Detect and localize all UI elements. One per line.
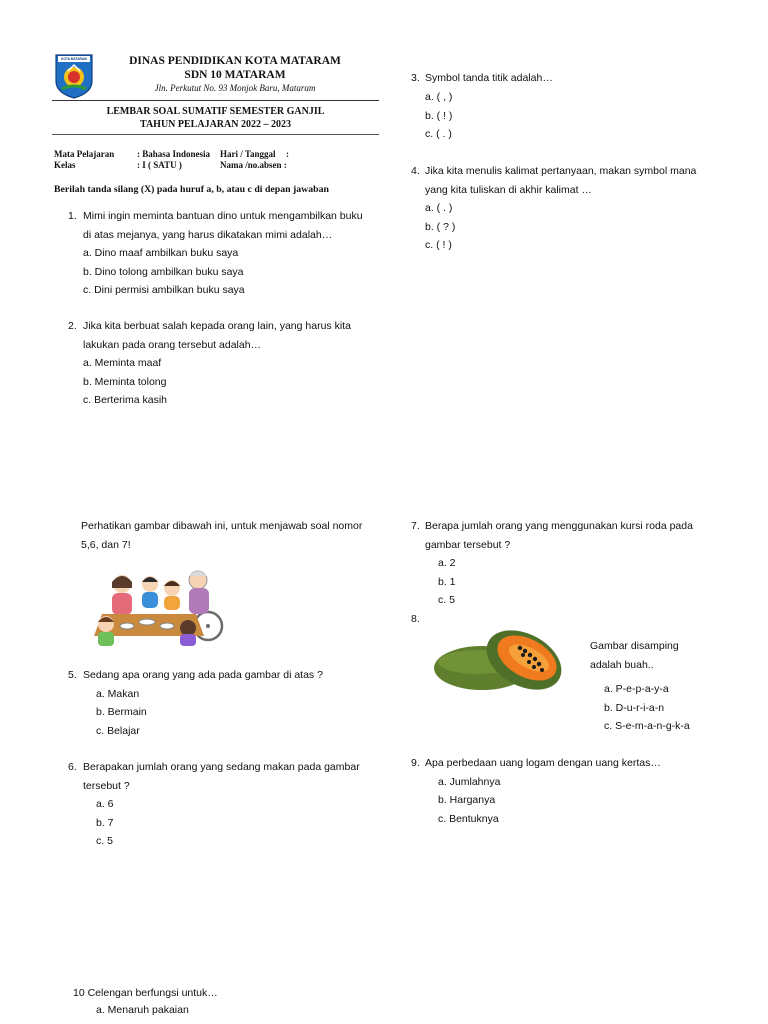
q4-text-line2: yang kita tuliskan di akhir kalimat … (425, 183, 592, 196)
q4-text-line1: Jika kita menulis kalimat pertanyaan, makan symbol mana (425, 165, 697, 177)
q3-option-b[interactable]: b. ( ! ) (425, 109, 453, 122)
day-label: Hari / Tanggal (220, 149, 276, 159)
q5-option-a[interactable]: a. Makan (96, 687, 140, 700)
header-school: SDN 10 MATARAM (184, 69, 286, 81)
q3-option-a[interactable]: a. ( , ) (425, 91, 453, 103)
q7-text-line1: Berapa jumlah orang yang menggunakan kursi roda pada (425, 520, 693, 532)
q6-text-line2: tersebut ? (83, 779, 130, 792)
q4-option-a[interactable]: a. ( . ) (425, 202, 453, 214)
school-logo (54, 53, 94, 99)
q9-option-b[interactable]: b. Harganya (438, 794, 496, 806)
q7-option-c[interactable]: c. 5 (438, 594, 455, 606)
class-value: : I ( SATU ) (137, 160, 182, 170)
q6-text-line1: Berapakan jumlah orang yang sedang makan pada gambar (83, 761, 360, 773)
q3-option-c[interactable]: c. ( . ) (425, 128, 452, 140)
q2-option-a[interactable]: a. Meminta maaf (83, 357, 162, 369)
q9-text-line1: Apa perbedaan uang logam dengan uang kertas… (425, 757, 661, 769)
subject-value: : Bahasa Indonesia (137, 149, 211, 159)
q2-option-b[interactable]: b. Meminta tolong (83, 375, 167, 388)
instruction: Berilah tanda silang (X) pada huruf a, b, atau c di depan jawaban (54, 184, 329, 195)
q9-option-a[interactable]: a. Jumlahnya (438, 775, 501, 788)
q2-text-line2: lakukan pada orang tersebut adalah… (83, 338, 262, 351)
name-label: Nama /no.absen : (220, 160, 287, 170)
q6-option-c[interactable]: c. 5 (96, 835, 113, 847)
q2-option-c[interactable]: c. Berterima kasih (83, 394, 168, 406)
logo-text: KOTA MATARAM (61, 57, 87, 61)
q2-number: 2. (68, 320, 77, 332)
exam-year: TAHUN PELAJARAN 2022 – 2023 (140, 119, 291, 130)
q5-option-c[interactable]: c. Belajar (96, 724, 140, 737)
q8-option-c[interactable]: c. S-e-m-a-n-g-k-a (604, 720, 690, 732)
q1-text-line2: di atas mejanya, yang harus dikatakan mimi adalah… (83, 228, 333, 241)
q5-text-line1: Sedang apa orang yang ada pada gambar di atas ? (83, 669, 323, 681)
q1-option-b[interactable]: b. Dino tolong ambilkan buku saya (83, 265, 244, 278)
q7-option-a[interactable]: a. 2 (438, 557, 456, 569)
picture-note-line2: 5,6, dan 7! (81, 538, 131, 551)
day-value: : (286, 149, 289, 159)
q5-option-b[interactable]: b. Bermain (96, 706, 147, 718)
q1-option-a[interactable]: a. Dino maaf ambilkan buku saya (83, 247, 239, 259)
q8-number: 8. (411, 613, 420, 625)
q7-text-line2: gambar tersebut ? (425, 538, 511, 551)
q4-number: 4. (411, 165, 420, 177)
q6-number: 6. (68, 761, 77, 773)
q2-text-line1: Jika kita berbuat salah kepada orang lain, yang harus kita (83, 320, 351, 332)
q4-option-b[interactable]: b. ( ? ) (425, 220, 456, 233)
papaya-image (432, 620, 566, 700)
q7-option-b[interactable]: b. 1 (438, 575, 456, 588)
q8-option-b[interactable]: b. D-u-r-i-a-n (604, 701, 665, 714)
q9-number: 9. (411, 757, 420, 769)
picture-note-line1: Perhatikan gambar dibawah ini, untuk menjawab soal nomor (81, 520, 363, 532)
q10-text: 10 Celengan berfungsi untuk… (73, 987, 218, 999)
q6-option-a[interactable]: a. 6 (96, 798, 114, 810)
q5-number: 5. (68, 669, 77, 681)
exam-title: LEMBAR SOAL SUMATIF SEMESTER GANJIL (106, 106, 325, 117)
q4-option-c[interactable]: c. ( ! ) (425, 239, 452, 251)
class-label: Kelas (54, 160, 76, 170)
q8-text-line1: Gambar disamping (590, 640, 679, 652)
header-divider (52, 100, 379, 101)
q9-option-c[interactable]: c. Bentuknya (438, 812, 499, 825)
q10-option-a[interactable]: a. Menaruh pakaian (96, 1004, 189, 1016)
subject-label: Mata Pelajaran (54, 149, 115, 159)
header-address: Jln. Perkutut No. 93 Monjok Baru, Mataram (154, 83, 316, 93)
header-agency: DINAS PENDIDIKAN KOTA MATARAM (129, 55, 341, 67)
q1-number: 1. (68, 210, 77, 222)
q3-text-line1: Symbol tanda titik adalah… (425, 72, 553, 84)
q1-text-line1: Mimi ingin meminta bantuan dino untuk mengambilkan buku (83, 210, 363, 222)
q6-option-b[interactable]: b. 7 (96, 816, 114, 829)
q8-text-line2: adalah buah.. (590, 658, 654, 671)
title-divider (52, 134, 379, 135)
q1-option-c[interactable]: c. Dini permisi ambilkan buku saya (83, 284, 245, 296)
q8-option-a[interactable]: a. P-e-p-a-y-a (604, 683, 669, 695)
family-meal-illustration (92, 566, 226, 646)
q7-number: 7. (411, 520, 420, 532)
q3-number: 3. (411, 72, 420, 84)
